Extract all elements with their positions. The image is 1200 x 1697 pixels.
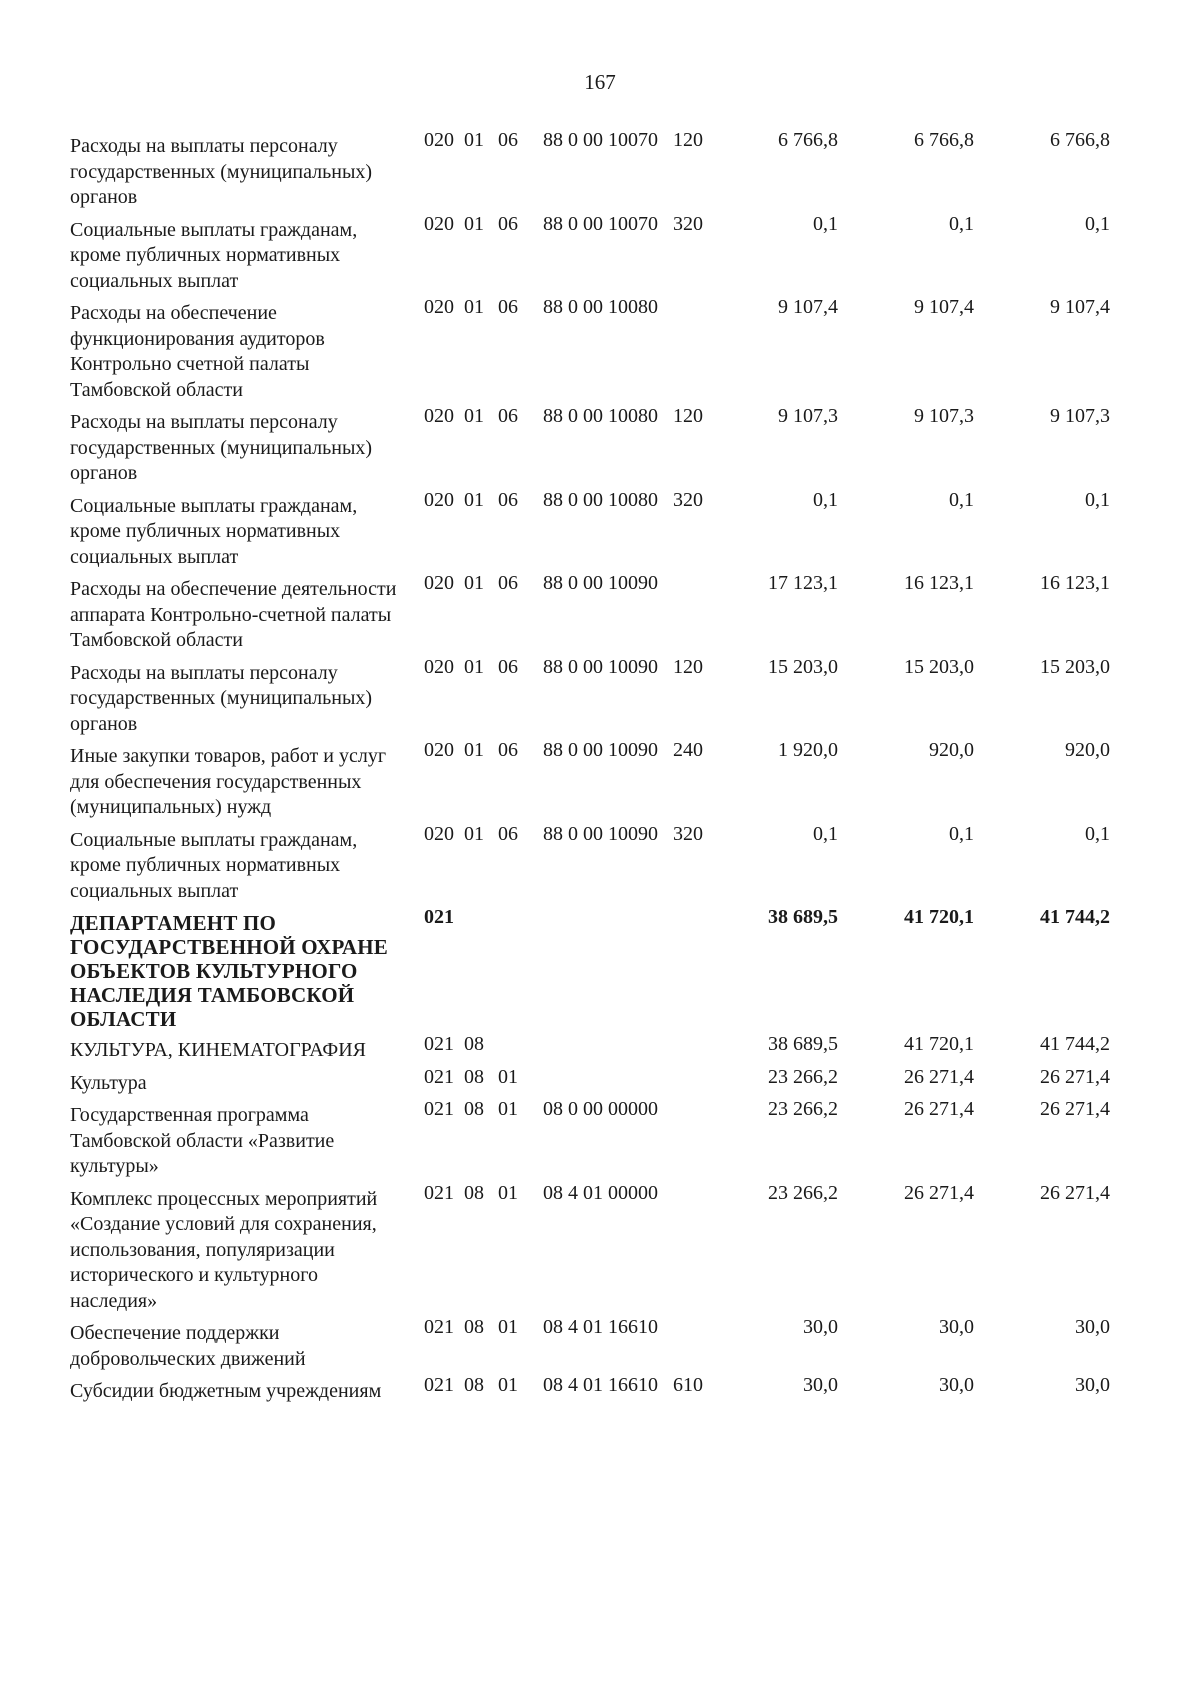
row-name: Социальные выплаты гражданам, кроме публичных нормативных социальных выплат <box>70 218 358 292</box>
row-value-year-3: 16 123,1 <box>1040 572 1110 594</box>
row-value-year-1: 17 123,1 <box>768 572 838 594</box>
row-subsection-code: 06 <box>498 405 518 427</box>
row-value-year-1: 6 766,8 <box>778 129 838 151</box>
table-row <box>70 738 1170 821</box>
row-value-year-3: 0,1 <box>1085 488 1110 511</box>
row-value-year-2: 920,0 <box>929 739 974 761</box>
row-value-year-1: 1 920,0 <box>778 739 838 761</box>
row-name: КУЛЬТУРА, КИНЕМАТОГРАФИЯ <box>70 1039 366 1061</box>
table-row <box>70 295 1170 403</box>
row-ved-code: 021 <box>424 1098 454 1120</box>
row-section-code: 08 <box>464 1316 484 1338</box>
row-target-article: 88 0 00 10090 <box>543 655 658 678</box>
row-value-year-2: 6 766,8 <box>914 129 974 151</box>
row-name: Обеспечение поддержки добровольческих движений <box>70 1322 306 1370</box>
row-value-year-3: 26 271,4 <box>1040 1181 1110 1204</box>
row-subsection-code: 06 <box>498 822 518 845</box>
row-value-year-2: 26 271,4 <box>904 1065 974 1088</box>
table-row <box>70 1097 1170 1180</box>
row-value-year-2: 41 720,1 <box>904 906 974 928</box>
row-ved-code: 021 <box>424 1316 454 1338</box>
row-subsection-code: 06 <box>498 739 518 761</box>
row-expense-type: 320 <box>673 212 703 235</box>
table-row-department <box>70 905 1170 1031</box>
page-number: 167 <box>584 70 616 94</box>
row-ved-code: 021 <box>424 1033 454 1055</box>
row-ved-code: 020 <box>424 572 454 594</box>
row-name: Расходы на выплаты персоналу государственных (муниципальных) органов <box>70 661 373 735</box>
row-ved-code: 021 <box>424 1181 454 1204</box>
row-ved-code: 020 <box>424 296 454 318</box>
row-value-year-1: 23 266,2 <box>768 1098 838 1120</box>
row-ved-code: 021 <box>424 1065 454 1088</box>
row-section-code: 08 <box>464 1374 484 1396</box>
row-value-year-3: 30,0 <box>1075 1374 1110 1396</box>
row-name: Расходы на выплаты персоналу государственных (муниципальных) органов <box>70 135 373 208</box>
row-section-code: 01 <box>464 129 484 151</box>
row-value-year-2: 0,1 <box>949 822 974 845</box>
row-target-article: 88 0 00 10080 <box>543 405 658 427</box>
row-value-year-3: 26 271,4 <box>1040 1065 1110 1088</box>
row-value-year-2: 16 123,1 <box>904 572 974 594</box>
row-subsection-code: 01 <box>498 1065 518 1088</box>
row-value-year-1: 0,1 <box>813 488 838 511</box>
row-section-code: 01 <box>464 572 484 594</box>
row-ved-code: 020 <box>424 822 454 845</box>
row-subsection-code: 01 <box>498 1374 518 1396</box>
row-ved-code: 020 <box>424 212 454 235</box>
row-subsection-code: 06 <box>498 129 518 151</box>
row-name: Культура <box>70 1071 147 1094</box>
row-value-year-2: 9 107,3 <box>914 405 974 427</box>
row-value-year-2: 26 271,4 <box>904 1181 974 1204</box>
row-target-article: 88 0 00 10090 <box>543 572 658 594</box>
row-ved-code: 020 <box>424 655 454 678</box>
row-value-year-2: 15 203,0 <box>904 655 974 678</box>
table-row <box>70 212 1170 295</box>
row-name: ДЕПАРТАМЕНТ ПО ГОСУДАРСТВЕННОЙ ОХРАНЕ ОБЪЕКТОВ КУЛЬТУРНОГО НАСЛЕДИЯ ТАМБОВСКОЙ ОБЛАСТИ <box>70 911 388 1031</box>
table-row <box>70 128 1170 211</box>
row-value-year-3: 41 744,2 <box>1040 1033 1110 1055</box>
budget-table <box>70 128 1170 1406</box>
row-section-code: 01 <box>464 405 484 427</box>
row-value-year-2: 30,0 <box>939 1316 974 1338</box>
row-target-article: 88 0 00 10080 <box>543 488 658 511</box>
row-ved-code: 020 <box>424 739 454 761</box>
row-value-year-2: 41 720,1 <box>904 1033 974 1055</box>
row-value-year-2: 9 107,4 <box>914 296 974 318</box>
row-value-year-3: 15 203,0 <box>1040 655 1110 678</box>
row-target-article: 88 0 00 10080 <box>543 296 658 318</box>
row-target-article: 88 0 00 10070 <box>543 129 658 151</box>
row-target-article: 88 0 00 10070 <box>543 212 658 235</box>
row-value-year-1: 30,0 <box>803 1374 838 1396</box>
row-section-code: 01 <box>464 488 484 511</box>
row-expense-type: 320 <box>673 822 703 845</box>
row-name: Субсидии бюджетным учреждениям <box>70 1380 382 1402</box>
table-row <box>70 822 1170 905</box>
row-value-year-2: 0,1 <box>949 212 974 235</box>
row-value-year-2: 30,0 <box>939 1374 974 1396</box>
table-row <box>70 404 1170 487</box>
table-row <box>70 655 1170 738</box>
row-name: Иные закупки товаров, работ и услуг для обеспечения государственных (муниципальных) нужд <box>70 745 387 818</box>
row-target-article: 08 0 00 00000 <box>543 1098 658 1120</box>
row-expense-type: 120 <box>673 655 703 678</box>
row-value-year-3: 6 766,8 <box>1050 129 1110 151</box>
row-subsection-code: 06 <box>498 655 518 678</box>
row-value-year-3: 0,1 <box>1085 212 1110 235</box>
row-ved-code: 021 <box>424 906 454 928</box>
row-name: Социальные выплаты гражданам, кроме публичных нормативных социальных выплат <box>70 494 358 568</box>
row-expense-type: 610 <box>673 1374 703 1396</box>
table-row <box>70 1065 1170 1097</box>
row-name: Государственная программа Тамбовской области «Развитие культуры» <box>70 1104 335 1177</box>
row-subsection-code: 06 <box>498 572 518 594</box>
row-value-year-3: 41 744,2 <box>1040 906 1110 928</box>
row-target-article: 08 4 01 16610 <box>543 1374 658 1396</box>
row-section-code: 01 <box>464 822 484 845</box>
row-section-code: 01 <box>464 296 484 318</box>
row-target-article: 88 0 00 10090 <box>543 822 658 845</box>
row-value-year-1: 0,1 <box>813 212 838 235</box>
row-subsection-code: 06 <box>498 296 518 318</box>
row-subsection-code: 01 <box>498 1098 518 1120</box>
row-target-article: 88 0 00 10090 <box>543 739 658 761</box>
row-section-code: 08 <box>464 1181 484 1204</box>
row-subsection-code: 06 <box>498 212 518 235</box>
row-name: Расходы на выплаты персоналу государственных (муниципальных) органов <box>70 411 373 484</box>
row-name: Расходы на обеспечение деятельности аппарата Контрольно-счетной палаты Тамбовской области <box>70 578 397 651</box>
row-target-article: 08 4 01 16610 <box>543 1316 658 1338</box>
row-expense-type: 240 <box>673 739 703 761</box>
row-value-year-1: 9 107,4 <box>778 296 838 318</box>
row-ved-code: 021 <box>424 1374 454 1396</box>
row-section-code: 08 <box>464 1033 484 1055</box>
table-row <box>70 1373 1170 1405</box>
row-section-code: 01 <box>464 739 484 761</box>
row-section-code: 01 <box>464 212 484 235</box>
row-ved-code: 020 <box>424 488 454 511</box>
row-expense-type: 120 <box>673 405 703 427</box>
row-value-year-2: 0,1 <box>949 488 974 511</box>
row-expense-type: 320 <box>673 488 703 511</box>
row-value-year-1: 23 266,2 <box>768 1065 838 1088</box>
row-expense-type: 120 <box>673 129 703 151</box>
row-value-year-1: 30,0 <box>803 1316 838 1338</box>
row-value-year-3: 9 107,4 <box>1050 296 1110 318</box>
row-value-year-3: 920,0 <box>1065 739 1110 761</box>
row-value-year-1: 38 689,5 <box>768 906 838 928</box>
row-target-article: 08 4 01 00000 <box>543 1181 658 1204</box>
row-section-code: 08 <box>464 1098 484 1120</box>
table-row <box>70 1181 1170 1315</box>
row-value-year-1: 23 266,2 <box>768 1181 838 1204</box>
table-row <box>70 1315 1170 1372</box>
row-section-code: 01 <box>464 655 484 678</box>
row-value-year-1: 15 203,0 <box>768 655 838 678</box>
row-section-code: 08 <box>464 1065 484 1088</box>
row-value-year-1: 0,1 <box>813 822 838 845</box>
table-row <box>70 488 1170 571</box>
row-value-year-3: 26 271,4 <box>1040 1098 1110 1120</box>
row-subsection-code: 06 <box>498 488 518 511</box>
row-value-year-1: 38 689,5 <box>768 1033 838 1055</box>
row-name: Комплекс процессных мероприятий «Создание условий для сохранения, использования, популяризации исторического и культурного наследия» <box>70 1187 378 1312</box>
row-name: Расходы на обеспечение функционирования аудиторов Контрольно счетной палаты Тамбовской области <box>70 302 325 401</box>
row-value-year-3: 30,0 <box>1075 1316 1110 1338</box>
row-value-year-1: 9 107,3 <box>778 405 838 427</box>
row-ved-code: 020 <box>424 405 454 427</box>
row-value-year-3: 9 107,3 <box>1050 405 1110 427</box>
row-subsection-code: 01 <box>498 1316 518 1338</box>
row-value-year-3: 0,1 <box>1085 822 1110 845</box>
row-name: Социальные выплаты гражданам, кроме публичных нормативных социальных выплат <box>70 828 358 902</box>
row-value-year-2: 26 271,4 <box>904 1098 974 1120</box>
table-row <box>70 1032 1170 1064</box>
row-ved-code: 020 <box>424 129 454 151</box>
row-subsection-code: 01 <box>498 1181 518 1204</box>
table-row <box>70 571 1170 654</box>
